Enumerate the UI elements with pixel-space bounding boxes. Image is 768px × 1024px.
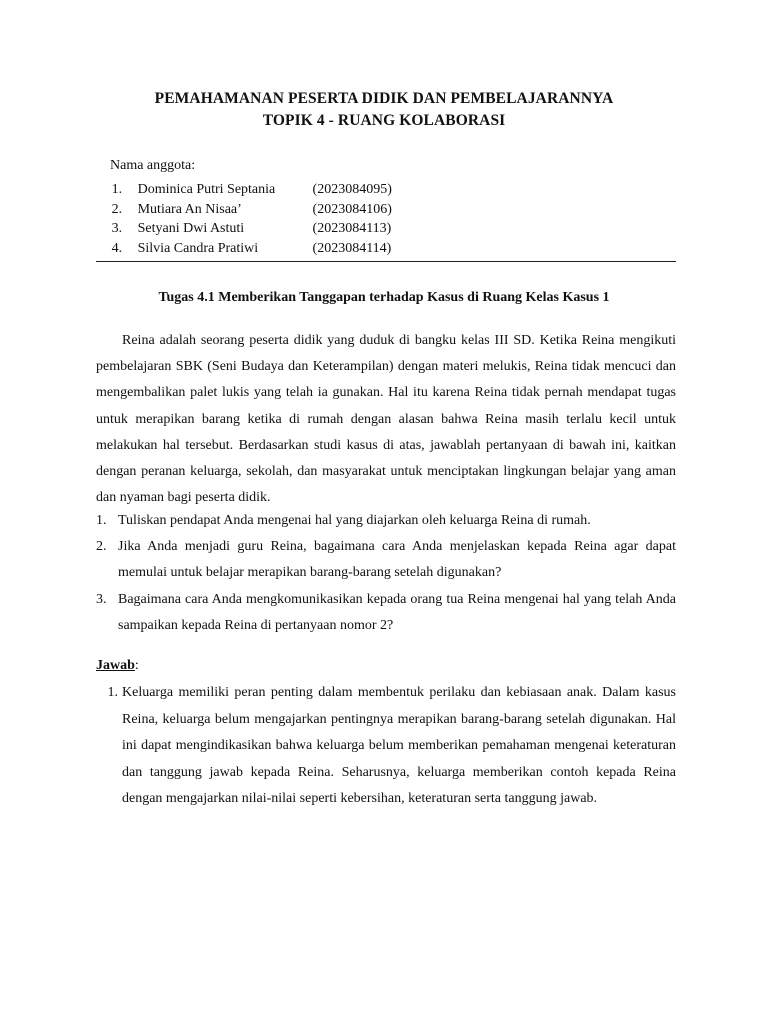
answers-list	[96, 680, 676, 813]
members-label: Nama anggota:	[110, 158, 196, 173]
question-text: Jika Anda menjadi guru Reina, bagaimana cara Anda menjelaskan kepada Reina agar dapat memulai untuk belajar merapikan barang-barang setelah digunakan?	[118, 539, 676, 581]
question-number: 2.	[96, 539, 107, 555]
task-title: Tugas 4.1 Memberikan Tanggapan terhadap Kasus di Ruang Kelas Kasus 1	[158, 290, 610, 305]
member-row	[96, 219, 426, 239]
answer-item	[96, 680, 676, 813]
member-id: (2023084114)	[312, 240, 392, 256]
document-subtitle: TOPIK 4 - RUANG KOLABORASI	[262, 112, 506, 129]
question-item	[96, 587, 676, 639]
member-number: 1.	[111, 182, 123, 197]
question-number: 1.	[96, 513, 107, 528]
answer-heading	[96, 658, 139, 674]
answer-colon: :	[134, 658, 139, 673]
member-number: 3.	[111, 221, 123, 236]
member-name: Silvia Candra Pratiwi	[137, 240, 259, 256]
member-id: (2023084113)	[312, 221, 392, 236]
member-number: 2.	[111, 201, 123, 217]
question-text: Tuliskan pendapat Anda mengenai hal yang diajarkan oleh keluarga Reina di rumah.	[118, 513, 591, 528]
member-name: Mutiara An Nisaa’	[137, 201, 242, 217]
document-title: PEMAHAMANAN PESERTA DIDIK DAN PEMBELAJARANNYA	[154, 90, 614, 107]
member-name: Setyani Dwi Astuti	[137, 221, 245, 236]
member-row	[96, 180, 426, 200]
members-list	[96, 180, 426, 258]
answer-number: 1.	[107, 685, 118, 700]
member-number: 4.	[111, 240, 123, 256]
case-paragraph: Reina adalah seorang peserta didik yang duduk di bangku kelas III SD. Ketika Reina mengikuti pembelajaran SBK (Seni Budaya dan Keterampilan) dengan materi melukis, Reina tidak mencuci dan mengembalikan palet lukis yang telah ia gunakan. Hal itu karena Reina tidak pernah mendapat tugas untuk merapikan barang ketika di rumah dengan alasan bahwa Reina masih terlalu kecil untuk melakukan hal tersebut. Berdasarkan studi kasus di atas, jawablah pertanyaan di bawah ini, kaitkan dengan peranan keluarga, sekolah, dan masyarakat untuk menciptakan lingkungan belajar yang aman dan nyaman bagi peserta didik.	[96, 333, 676, 506]
member-id: (2023084106)	[312, 201, 392, 217]
member-id: (2023084095)	[312, 182, 392, 197]
question-text: Bagaimana cara Anda mengkomunikasikan kepada orang tua Reina mengenai hal yang telah Anda sampaikan kepada Reina di pertanyaan nomor 2?	[118, 591, 676, 633]
answer-text: Keluarga memiliki peran penting dalam membentuk perilaku dan kebiasaan anak. Dalam kasus Reina, keluarga belum mengajarkan pentingnya merapikan barang-barang setelah digunakan. Hal ini dapat mengindikasikan bahwa keluarga belum memberikan pemahaman mengenai keteraturan dan tanggung jawab kepada Reina. Seharusnya, keluarga memberikan contoh kepada Reina dengan mengajarkan nilai-nilai seperti kebersihan, keteraturan serta tanggung jawab.	[122, 685, 676, 807]
member-name: Dominica Putri Septania	[137, 182, 276, 197]
question-item	[96, 508, 676, 534]
member-row	[96, 200, 426, 220]
question-item	[96, 534, 676, 586]
member-row	[96, 239, 426, 259]
question-number: 3.	[96, 591, 107, 607]
answer-label: Jawab	[96, 658, 135, 673]
horizontal-divider	[96, 261, 676, 262]
questions-list	[96, 508, 676, 639]
